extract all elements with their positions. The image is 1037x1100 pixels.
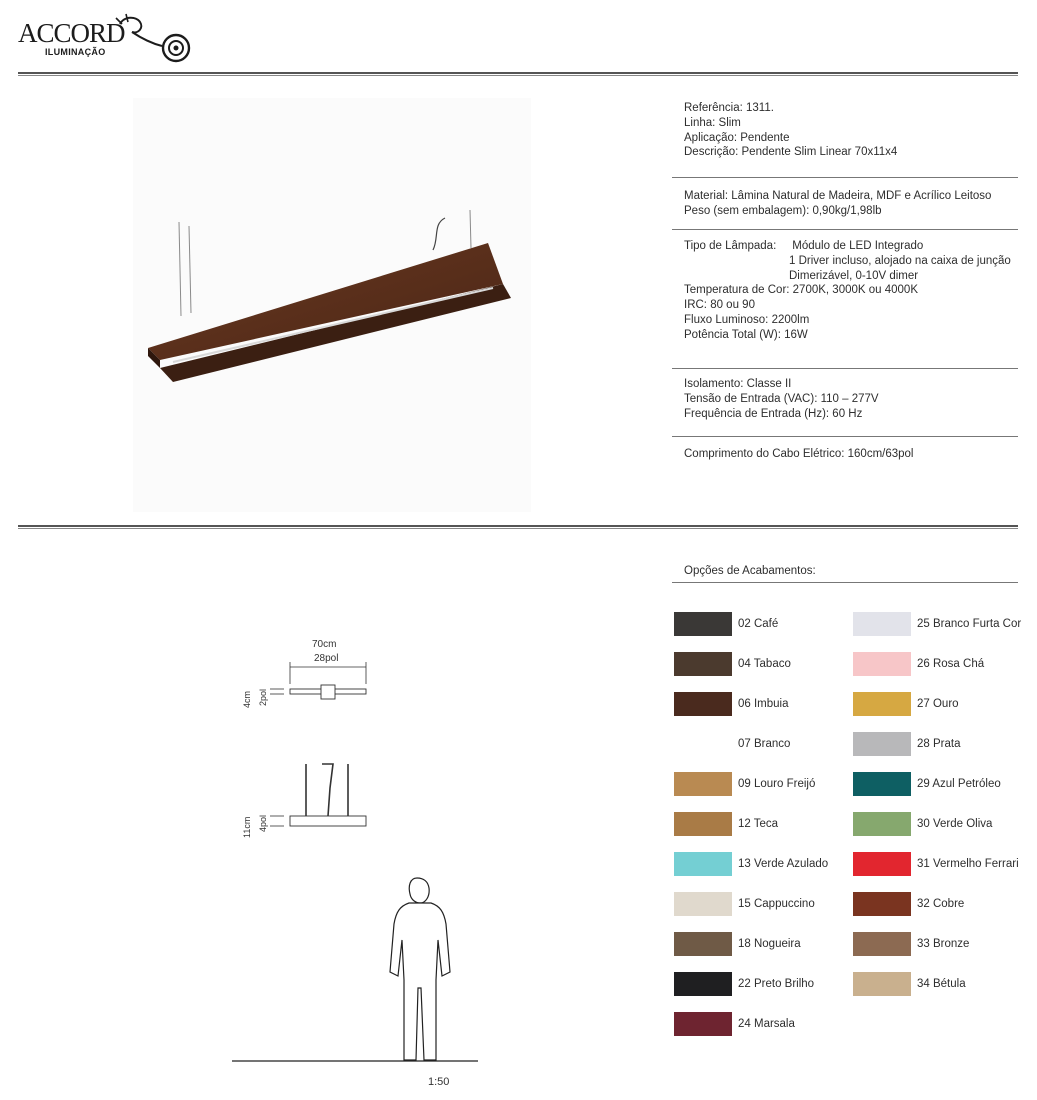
finish-label: 27 Ouro [917, 698, 959, 710]
spec-description: Descrição: Pendente Slim Linear 70x11x4 [684, 146, 898, 159]
finish-option [674, 611, 778, 637]
finish-option [674, 971, 814, 997]
spec-block-identity [684, 101, 1020, 160]
spec-color-temperature: Temperatura de Cor: 2700K, 3000K ou 4000K [684, 284, 918, 297]
finish-option [853, 891, 964, 917]
finish-label: 33 Bronze [917, 938, 970, 950]
finish-option [674, 651, 791, 677]
spec-lamp-type: Tipo de Lâmpada: Módulo de LED Integrado [684, 240, 924, 252]
finish-swatch [853, 732, 911, 756]
spec-insulation: Isolamento: Classe II [684, 378, 792, 390]
spec-block-cable [684, 447, 1020, 462]
finish-swatch [674, 772, 732, 796]
finish-option [853, 611, 1021, 637]
spec-divider [672, 436, 1018, 437]
finish-option [853, 651, 984, 677]
section-divider [18, 525, 1018, 529]
finish-label: 09 Louro Freijó [738, 778, 816, 790]
finish-option [674, 691, 789, 717]
spec-divider [672, 229, 1018, 230]
finish-swatch [674, 692, 732, 716]
drawing-scale-label: 1:50 [428, 1076, 450, 1088]
logo-wordmark: ACCORD [18, 18, 125, 48]
header-divider [18, 72, 1018, 76]
spec-input-frequency: Frequência de Entrada (Hz): 60 Hz [684, 407, 863, 420]
finish-option [853, 971, 966, 997]
finish-swatch [853, 892, 911, 916]
finish-option [853, 811, 992, 837]
finish-swatch [853, 852, 911, 876]
finish-swatch [674, 972, 732, 996]
spec-line: Linha: Slim [684, 116, 741, 129]
finish-option [674, 1011, 795, 1037]
finish-option [674, 931, 801, 957]
finish-label: 04 Tabaco [738, 658, 791, 670]
finish-label: 18 Nogueira [738, 938, 801, 950]
finish-swatch [853, 772, 911, 796]
finish-swatch [674, 732, 732, 756]
finish-swatch [853, 692, 911, 716]
height1-cm-label: 4cm [242, 690, 252, 708]
spec-block-material [684, 189, 1020, 219]
human-scale-figure [390, 878, 450, 1060]
spec-divider [672, 177, 1018, 178]
height2-cm-label: 11cm [242, 816, 252, 838]
finish-swatch [674, 812, 732, 836]
finishes-title: Opções de Acabamentos: [684, 565, 816, 577]
finish-option [674, 851, 828, 877]
finish-option [853, 691, 959, 717]
finish-swatch [674, 932, 732, 956]
spec-block-lamp [684, 239, 1020, 343]
finish-swatch [853, 972, 911, 996]
finish-label: 29 Azul Petróleo [917, 778, 1001, 790]
finish-swatch [674, 652, 732, 676]
logo-subtitle: ILUMINAÇÃO [45, 47, 106, 57]
finish-option [853, 771, 1001, 797]
finish-option [853, 731, 960, 757]
finish-option [674, 811, 778, 837]
finish-option [674, 731, 790, 757]
finish-option [674, 771, 815, 797]
spec-weight: Peso (sem embalagem): 0,90kg/1,98lb [684, 204, 882, 217]
spec-application: Aplicação: Pendente [684, 131, 790, 144]
finish-swatch [853, 652, 911, 676]
finish-label: 07 Branco [738, 738, 791, 750]
finishes-divider [672, 582, 1018, 583]
finish-option [853, 931, 969, 957]
finish-label: 24 Marsala [738, 1018, 795, 1030]
finish-swatch [853, 612, 911, 636]
technical-drawing [220, 620, 480, 1090]
height1-pol-label: 2pol [258, 688, 268, 706]
spec-material: Material: Lâmina Natural de Madeira, MDF e Acrílico Leitoso [684, 190, 992, 202]
spec-input-voltage: Tensão de Entrada (VAC): 110 – 277V [684, 392, 879, 405]
finish-label: 15 Cappuccino [738, 898, 815, 910]
finish-label: 28 Prata [917, 738, 961, 750]
finish-option [674, 891, 815, 917]
finish-label: 25 Branco Furta Cor [917, 618, 1022, 630]
spec-driver: 1 Driver incluso, alojado na caixa de junção [789, 254, 1011, 267]
height2-pol-label: 4pol [258, 814, 268, 832]
spec-divider [672, 368, 1018, 369]
finish-swatch [674, 612, 732, 636]
finish-label: 22 Preto Brilho [738, 978, 815, 990]
spec-reference: Referência: 1311. [684, 102, 774, 114]
spec-dimmable: Dimerizável, 0-10V dimer [789, 269, 919, 282]
spec-irc: IRC: 80 ou 90 [684, 299, 755, 312]
width-pol-label: 28pol [314, 653, 339, 664]
spec-block-electrical [684, 377, 1020, 421]
finish-swatch [674, 892, 732, 916]
spec-cable-length: Comprimento do Cabo Elétrico: 160cm/63pol [684, 448, 914, 460]
finish-swatch [674, 852, 732, 876]
finish-swatch [853, 812, 911, 836]
finish-label: 32 Cobre [917, 898, 965, 910]
finish-label: 30 Verde Oliva [917, 818, 993, 830]
finish-label: 12 Teca [738, 818, 779, 830]
finish-label: 02 Café [738, 618, 779, 630]
finish-option [853, 851, 1019, 877]
width-cm-label: 70cm [312, 639, 337, 650]
spec-power: Potência Total (W): 16W [684, 328, 808, 341]
finish-swatch [853, 932, 911, 956]
product-photo [133, 98, 531, 512]
finish-label: 13 Verde Azulado [738, 858, 829, 870]
snail-logo-icon [114, 10, 194, 64]
brand-logo [18, 8, 188, 64]
finish-label: 31 Vermelho Ferrari [917, 858, 1019, 870]
finish-label: 26 Rosa Chá [917, 658, 985, 670]
finish-label: 06 Imbuia [738, 698, 789, 710]
finish-label: 34 Bétula [917, 978, 966, 990]
spec-luminous-flux: Fluxo Luminoso: 2200lm [684, 313, 810, 326]
finish-swatch [674, 1012, 732, 1036]
